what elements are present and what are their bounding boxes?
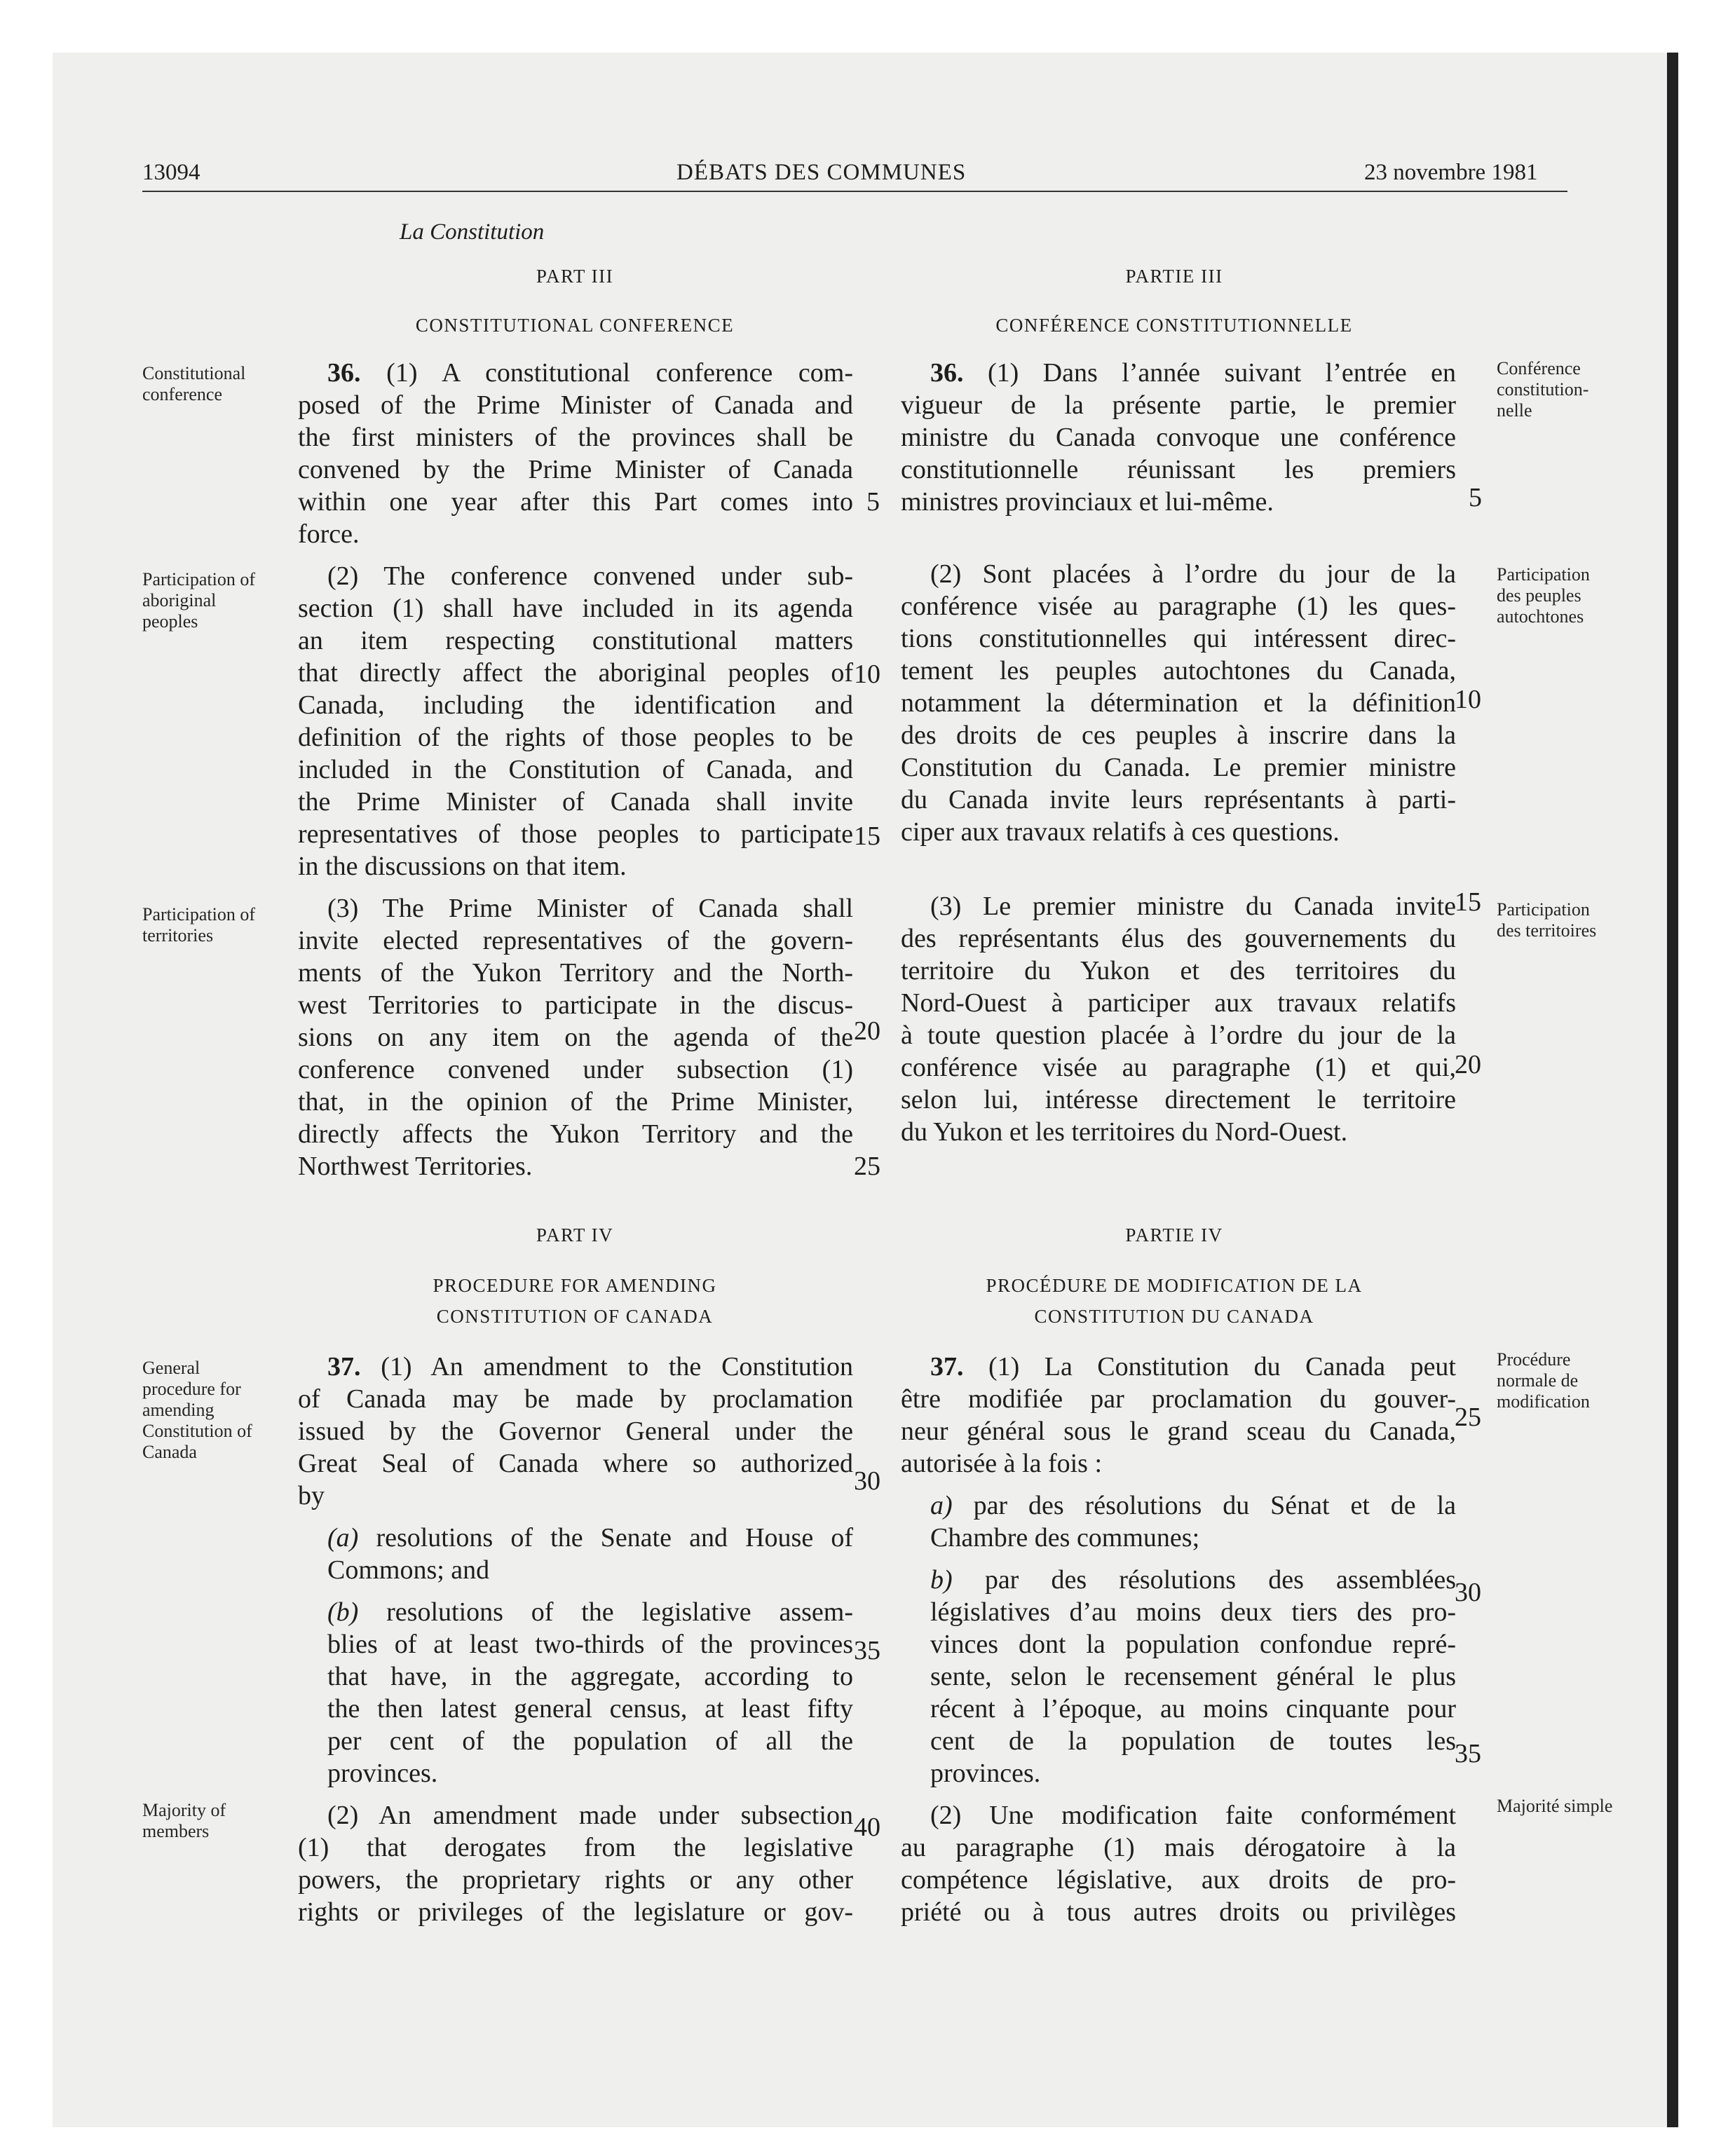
text-line: autorisée à la fois : (901, 1449, 1103, 1478)
text-line: provinces. (327, 1759, 438, 1788)
text-line: conference convened under subsection (1) (298, 1055, 853, 1084)
note-line: Canada (142, 1442, 197, 1462)
text-line: by (298, 1481, 325, 1510)
fr-s36-2 (901, 558, 1456, 848)
en-s36-2 (298, 560, 853, 882)
en-s37-2 (298, 1799, 853, 1928)
note-line: Constitutional (142, 363, 246, 383)
en-part4-title-line2: CONSTITUTION OF CANADA (436, 1306, 714, 1327)
note-line: Majorité simple (1497, 1796, 1613, 1816)
text-line: selon lui, intéresse directement le territoire (901, 1085, 1456, 1114)
note-line: Participation (1497, 564, 1590, 585)
en-s36-3 (298, 892, 853, 1182)
text-line: provinces. (930, 1759, 1041, 1788)
fr-part3-label: PARTIE III (1125, 266, 1223, 287)
text-line: (3) Le premier ministre du Canada invite (930, 892, 1456, 921)
text-line: included in the Constitution of Canada, and (298, 755, 853, 784)
note-line: members (142, 1821, 210, 1841)
text-line: ciper aux travaux relatifs à ces questions. (901, 817, 1340, 847)
page-number: 13094 (142, 160, 200, 185)
note-line: procedure for (142, 1379, 241, 1399)
en-line-number: 5 (866, 487, 880, 517)
fr-part3-body (901, 357, 1456, 1148)
note-line: constitution- (1497, 379, 1589, 400)
fr-part4-title-line2: CONSTITUTION DU CANADA (1034, 1306, 1314, 1327)
en-margin-note (142, 363, 245, 405)
text-line: sions on any item on the agenda of the (298, 1023, 853, 1052)
text-line: constitutionnelle réunissant les premiers (901, 455, 1456, 484)
note-line: Conférence (1497, 358, 1581, 378)
fr-s36-1 (901, 357, 1456, 518)
text-line: that have, in the aggregate, according to (327, 1662, 853, 1691)
en-margin-note (142, 1358, 252, 1463)
en-line-number: 15 (854, 821, 880, 851)
scan-edge-shadow (1667, 53, 1678, 2127)
fr-line-number: 15 (1455, 887, 1481, 917)
text-line: ministre du Canada convoque une conférence (901, 423, 1456, 452)
text-line: ments of the Yukon Territory and the North- (298, 958, 853, 988)
text-line: ministres provinciaux et lui-même. (901, 487, 1274, 517)
text-line: des représentants élus des gouvernements du (901, 924, 1456, 953)
text-line: législatives d’au moins deux tiers des pro- (930, 1597, 1456, 1627)
en-line-number: 20 (854, 1016, 880, 1046)
fr-part3-title: CONFÉRENCE CONSTITUTIONNELLE (995, 315, 1353, 336)
text-line: an item respecting constitutional matters (298, 626, 853, 655)
text-line: Great Seal of Canada where so authorized (298, 1449, 853, 1478)
text-line: compétence législative, aux droits de pro- (901, 1865, 1456, 1895)
text-line: posed of the Prime Minister of Canada and (298, 390, 853, 420)
text-line: neur général sous le grand sceau du Canada, (901, 1417, 1456, 1446)
text-line: that directly affect the aboriginal peoples of (298, 658, 853, 688)
text-line: the first ministers of the provinces shall be (298, 423, 853, 452)
text-line: (2) Sont placées à l’ordre du jour de la (930, 559, 1456, 589)
fr-part4-label: PARTIE IV (1125, 1224, 1223, 1246)
text-line: Canada, including the identification and (298, 690, 853, 720)
en-part3-body (298, 357, 853, 1182)
fr-margin-note (1497, 1349, 1590, 1412)
section-title: La Constitution (400, 219, 545, 245)
note-line: des territoires (1497, 920, 1597, 941)
en-part3-label: PART III (536, 266, 614, 287)
page-date: 23 novembre 1981 (1364, 160, 1538, 185)
en-s36-1 (298, 357, 853, 550)
text-line: des droits de ces peuples à inscrire dans la (901, 721, 1456, 750)
text-line: within one year after this Part comes into (298, 487, 853, 517)
text-line: per cent of the population of all the (327, 1726, 853, 1756)
text-line: Nord-Ouest à participer aux travaux relatifs (901, 988, 1456, 1018)
note-line: autochtones (1497, 606, 1584, 627)
text-line: force. (298, 519, 360, 549)
section-number: 36. (930, 358, 964, 388)
text-line: vigueur de la présente partie, le premier (901, 390, 1456, 420)
text-line: in the discussions on that item. (298, 852, 627, 881)
fr-s37-2 (901, 1799, 1456, 1928)
fr-s37-1 (901, 1351, 1456, 1480)
section-number: 37. (327, 1352, 361, 1381)
en-part3-title: CONSTITUTIONAL CONFERENCE (415, 315, 735, 336)
note-line: Procédure (1497, 1349, 1571, 1370)
text-line: (2) An amendment made under subsection (327, 1801, 853, 1830)
en-line-number: 40 (854, 1813, 880, 1842)
fr-line-number: 30 (1455, 1578, 1481, 1607)
note-line: des peuples (1497, 585, 1581, 606)
fr-line-number: 20 (1455, 1050, 1481, 1079)
note-line: General (142, 1358, 200, 1378)
text-line: definition of the rights of those peoples to be (298, 723, 853, 752)
fr-margin-note (1497, 899, 1596, 941)
clause-tag: (b) (327, 1597, 359, 1627)
note-line: Constitution of (142, 1421, 252, 1441)
text-line: (1) An amendment to the Constitution (360, 1352, 853, 1381)
text-line: Commons; and (327, 1555, 490, 1585)
en-part4-title-line1: PROCEDURE FOR AMENDING (433, 1275, 717, 1296)
note-line: amending (142, 1400, 215, 1420)
text-line: (2) Une modification faite conformément (930, 1801, 1456, 1830)
note-line: nelle (1497, 400, 1532, 421)
text-line: au paragraphe (1) mais dérogatoire à la (901, 1833, 1456, 1862)
text-line: resolutions of the Senate and House of (358, 1523, 853, 1553)
text-line: resolutions of the legislative assem- (358, 1597, 853, 1627)
text-line: invite elected representatives of the govern- (298, 926, 853, 955)
fr-line-number: 25 (1455, 1403, 1481, 1432)
text-line: (1) Dans l’année suivant l’entrée en (963, 358, 1456, 388)
en-line-number: 10 (854, 660, 880, 689)
text-line: of Canada may be made by proclamation (298, 1384, 853, 1414)
note-line: Participation of (142, 569, 256, 589)
text-line: Chambre des communes; (930, 1523, 1200, 1553)
text-line: à toute question placée à l’ordre du jour de la (901, 1021, 1456, 1050)
text-line: cent de la population de toutes les (930, 1726, 1456, 1756)
text-line: the Prime Minister of Canada shall invite (298, 787, 853, 817)
en-s37-1b (298, 1596, 853, 1789)
fr-s36-3 (901, 890, 1456, 1148)
fr-margin-note (1497, 564, 1590, 627)
note-line: normale de (1497, 1370, 1579, 1391)
note-line: peoples (142, 611, 198, 632)
text-line: directly affects the Yukon Territory and the (298, 1119, 853, 1149)
text-line: tement les peuples autochtones du Canada, (901, 656, 1456, 685)
text-line: the then latest general census, at least fifty (327, 1694, 853, 1724)
clause-tag: a) (930, 1491, 953, 1520)
fr-line-number: 35 (1455, 1739, 1481, 1768)
text-line: sente, selon le recensement général le plus (930, 1662, 1456, 1691)
text-line: par des résolutions du Sénat et de la (952, 1491, 1456, 1520)
text-line: notamment la détermination et la définition (901, 688, 1456, 718)
text-line: conférence visée au paragraphe (1) les ques- (901, 592, 1456, 621)
fr-s37-1b (901, 1564, 1456, 1789)
text-line: (3) The Prime Minister of Canada shall (327, 894, 853, 923)
text-line: west Territories to participate in the discus- (298, 990, 853, 1020)
en-margin-note (142, 1800, 226, 1842)
journal-title: DÉBATS DES COMMUNES (676, 160, 967, 185)
fr-s37-1a (901, 1489, 1456, 1554)
text-line: Constitution du Canada. Le premier ministre (901, 753, 1456, 782)
text-line: issued by the Governor General under the (298, 1417, 853, 1446)
text-line: tions constitutionnelles qui intéressent direc- (901, 624, 1456, 653)
note-line: Participation (1497, 899, 1590, 920)
text-line: blies of at least two-thirds of the provinces (327, 1630, 853, 1659)
fr-part4-title-line1: PROCÉDURE DE MODIFICATION DE LA (986, 1275, 1363, 1296)
note-line: aboriginal (142, 590, 217, 610)
fr-part4-title (901, 1270, 1448, 1332)
text-line: representatives of those peoples to participate (298, 819, 853, 849)
text-line: être modifiée par proclamation du gouver- (901, 1384, 1456, 1414)
text-line: (1) La Constitution du Canada peut (963, 1352, 1456, 1381)
text-line: (2) The conference convened under sub- (327, 561, 853, 591)
section-number: 37. (930, 1352, 964, 1381)
header-rule (142, 191, 1567, 192)
en-line-number: 25 (854, 1152, 880, 1181)
text-line: conférence visée au paragraphe (1) et qui, (901, 1053, 1456, 1082)
text-line: vinces dont la population confondue repré- (930, 1630, 1456, 1659)
en-line-number: 35 (854, 1636, 880, 1665)
text-line: récent à l’époque, au moins cinquante pour (930, 1694, 1456, 1724)
fr-line-number: 5 (1469, 483, 1482, 512)
fr-part4-body (901, 1351, 1456, 1928)
en-line-number: 30 (854, 1466, 880, 1496)
section-number: 36. (327, 358, 361, 388)
en-s37-1 (298, 1351, 853, 1512)
en-s37-1a (298, 1522, 853, 1586)
fr-margin-note (1497, 1796, 1612, 1817)
fr-line-number: 10 (1455, 685, 1481, 714)
text-line: du Canada invite leurs représentants à parti- (901, 785, 1456, 814)
clause-tag: (a) (327, 1523, 359, 1553)
en-part4-label: PART IV (536, 1224, 614, 1246)
en-margin-note (142, 569, 255, 632)
fr-margin-note (1497, 358, 1588, 421)
clause-tag: b) (930, 1565, 953, 1595)
text-line: (1) A constitutional conference com- (360, 358, 853, 388)
text-line: priété ou à tous autres droits ou privilèges (901, 1897, 1456, 1927)
text-line: that, in the opinion of the Prime Minister, (298, 1087, 853, 1117)
text-line: du Yukon et les territoires du Nord-Ouest. (901, 1117, 1348, 1147)
note-line: Participation of (142, 904, 256, 925)
text-line: Northwest Territories. (298, 1152, 533, 1181)
note-line: conference (142, 384, 223, 404)
text-line: (1) that derogates from the legislative (298, 1833, 853, 1862)
en-part4-body (298, 1351, 853, 1928)
text-line: section (1) shall have included in its agenda (298, 594, 853, 623)
en-part4-title (301, 1270, 848, 1332)
text-line: convened by the Prime Minister of Canada (298, 455, 853, 484)
text-line: rights or privileges of the legislature or gov- (298, 1897, 853, 1927)
note-line: modification (1497, 1391, 1590, 1412)
text-line: par des résolutions des assemblées (952, 1565, 1456, 1595)
note-line: Majority of (142, 1800, 226, 1820)
en-margin-note (142, 904, 255, 946)
text-line: powers, the proprietary rights or any other (298, 1865, 853, 1895)
text-line: territoire du Yukon et des territoires du (901, 956, 1456, 985)
note-line: territories (142, 925, 214, 946)
